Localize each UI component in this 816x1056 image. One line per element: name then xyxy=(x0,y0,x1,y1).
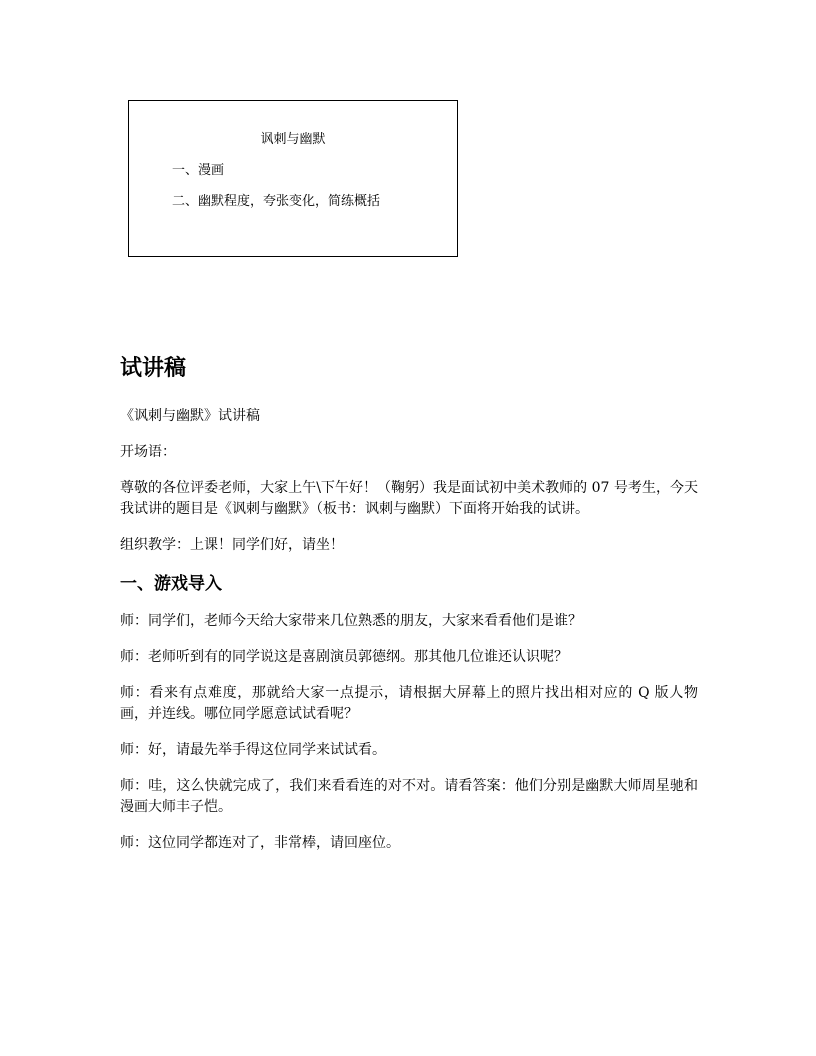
paragraph: 师：哇，这么快就完成了，我们来看看连的对不对。请看答案：他们分别是幽默大师周星驰和漫画大师丰子恺。 xyxy=(120,778,698,815)
paragraph: 师：好，请最先举手得这位同学来试试看。 xyxy=(120,742,386,758)
board-line-1: 一、漫画 xyxy=(172,163,225,178)
paragraph: 师：老师听到有的同学说这是喜剧演员郭德纲。那其他几位谁还认识呢？ xyxy=(120,649,568,665)
paragraph: 师：同学们，老师今天给大家带来几位熟悉的朋友，大家来看看他们是谁？ xyxy=(120,613,582,629)
opening-paragraph: 尊敬的各位评委老师，大家上午\下午好！（鞠躬）我是面试初中美术教师的 07 号考生，今天我试讲的题目是《讽刺与幽默》（板书：讽刺与幽默）下面将开始我的试讲。 xyxy=(120,480,698,517)
section-heading: 一、游戏导入 xyxy=(120,574,222,594)
paragraph: 师：看来有点难度，那就给大家一点提示，请根据大屏幕上的照片找出相对应的 Q 版人物画，并连线。哪位同学愿意试试看呢？ xyxy=(120,685,698,722)
opening-label: 开场语： xyxy=(120,444,176,460)
document-subtitle: 《讽刺与幽默》试讲稿 xyxy=(120,408,260,424)
blackboard-sketch-box xyxy=(128,100,458,257)
document-title: 试讲稿 xyxy=(120,356,187,381)
board-title: 讽刺与幽默 xyxy=(260,132,326,147)
board-line-2: 二、幽默程度，夸张变化，简练概括 xyxy=(172,194,381,209)
paragraph: 师：这位同学都连对了，非常棒，请回座位。 xyxy=(120,835,400,851)
organize-paragraph: 组织教学：上课！同学们好，请坐！ xyxy=(120,537,344,553)
document-body xyxy=(120,352,698,869)
